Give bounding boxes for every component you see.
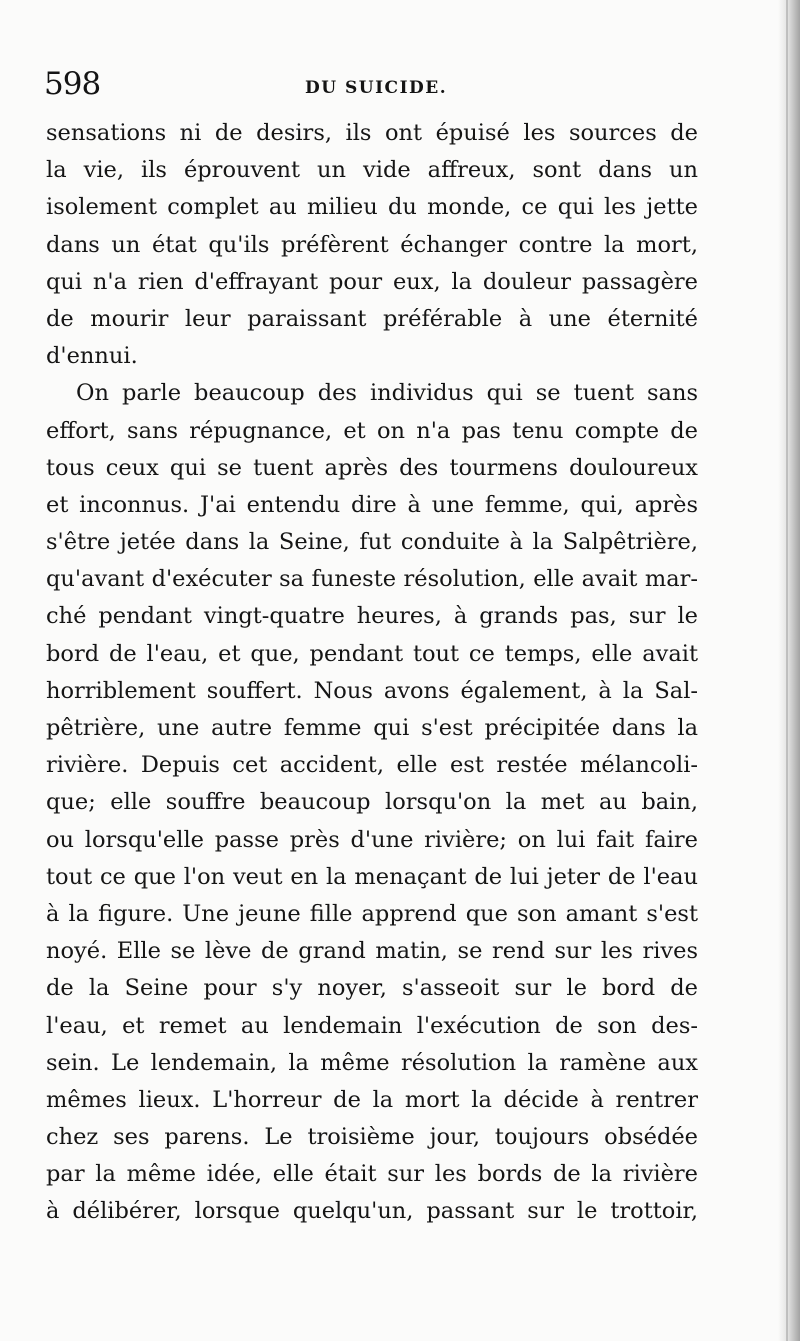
text-line: dans un état qu'ils préfèrent échanger contre la mort, [46, 231, 698, 258]
text-line: sensations ni de desirs, ils ont épuisé les sources de [46, 120, 698, 146]
page-edge-line [786, 0, 788, 1341]
text-line: qu'avant d'exécuter sa funeste résolution, elle avait mar- [46, 566, 698, 593]
text-line: s'être jetée dans la Seine, fut conduite à la Salpêtrière, [46, 529, 698, 556]
text-line: bord de l'eau, et que, pendant tout ce temps, elle avait [46, 640, 698, 667]
text-line: tout ce que l'on veut en la menaçant de lui jeter de l'eau [46, 863, 698, 890]
text-line: tous ceux qui se tuent après des tourmens douloureux [46, 454, 698, 481]
text-line: ou lorsqu'elle passe près d'une rivière; on lui fait faire [46, 826, 698, 853]
text-line: qui n'a rien d'effrayant pour eux, la douleur passagère [46, 268, 698, 295]
text-line: horriblement souffert. Nous avons également, à la Sal- [46, 677, 698, 704]
body-text [46, 115, 698, 1231]
text-line: rivière. Depuis cet accident, elle est restée mélancoli- [46, 752, 698, 779]
text-line: que; elle souffre beaucoup lorsqu'on la met au bain, [46, 789, 698, 816]
text-line: ché pendant vingt-quatre heures, à grands pas, sur le [46, 603, 698, 630]
running-head: DU SUICIDE. [305, 78, 448, 98]
text-line: sein. Le lendemain, la même résolution la ramène aux [46, 1049, 698, 1076]
paragraph-2 [46, 375, 698, 1230]
text-line: à la figure. Une jeune fille apprend que son amant s'est [46, 900, 698, 927]
text-line: On parle beaucoup des individus qui se tuent sans [76, 380, 698, 407]
text-line: la vie, ils éprouvent un vide affreux, sont dans un [46, 157, 698, 184]
text-line: effort, sans répugnance, et on n'a pas tenu compte de [46, 417, 698, 444]
text-line: de la Seine pour s'y noyer, s'asseoit sur le bord de [46, 975, 698, 1002]
text-line: l'eau, et remet au lendemain l'exécution de son des- [46, 1012, 698, 1039]
text-line: noyé. Elle se lève de grand matin, se rend sur les rives [46, 938, 698, 965]
text-line: et inconnus. J'ai entendu dire à une femme, qui, après [46, 491, 698, 518]
paragraph-1 [46, 115, 698, 375]
page-edge-shadow [778, 0, 800, 1341]
text-line: pêtrière, une autre femme qui s'est précipitée dans la [46, 715, 698, 741]
text-line: à délibérer, lorsque quelqu'un, passant sur le trottoir, [46, 1198, 698, 1225]
text-line: chez ses parens. Le troisième jour, toujours obsédée [46, 1124, 698, 1151]
text-line: de mourir leur paraissant préférable à une éternité [46, 305, 698, 332]
text-line: isolement complet au milieu du monde, ce qui les jette [46, 194, 698, 221]
page-number: 598 [44, 66, 101, 102]
text-line: d'ennui. [46, 343, 138, 370]
text-line: mêmes lieux. L'horreur de la mort la décide à rentrer [46, 1086, 698, 1113]
text-line: par la même idée, elle était sur les bords de la rivière [46, 1161, 698, 1188]
